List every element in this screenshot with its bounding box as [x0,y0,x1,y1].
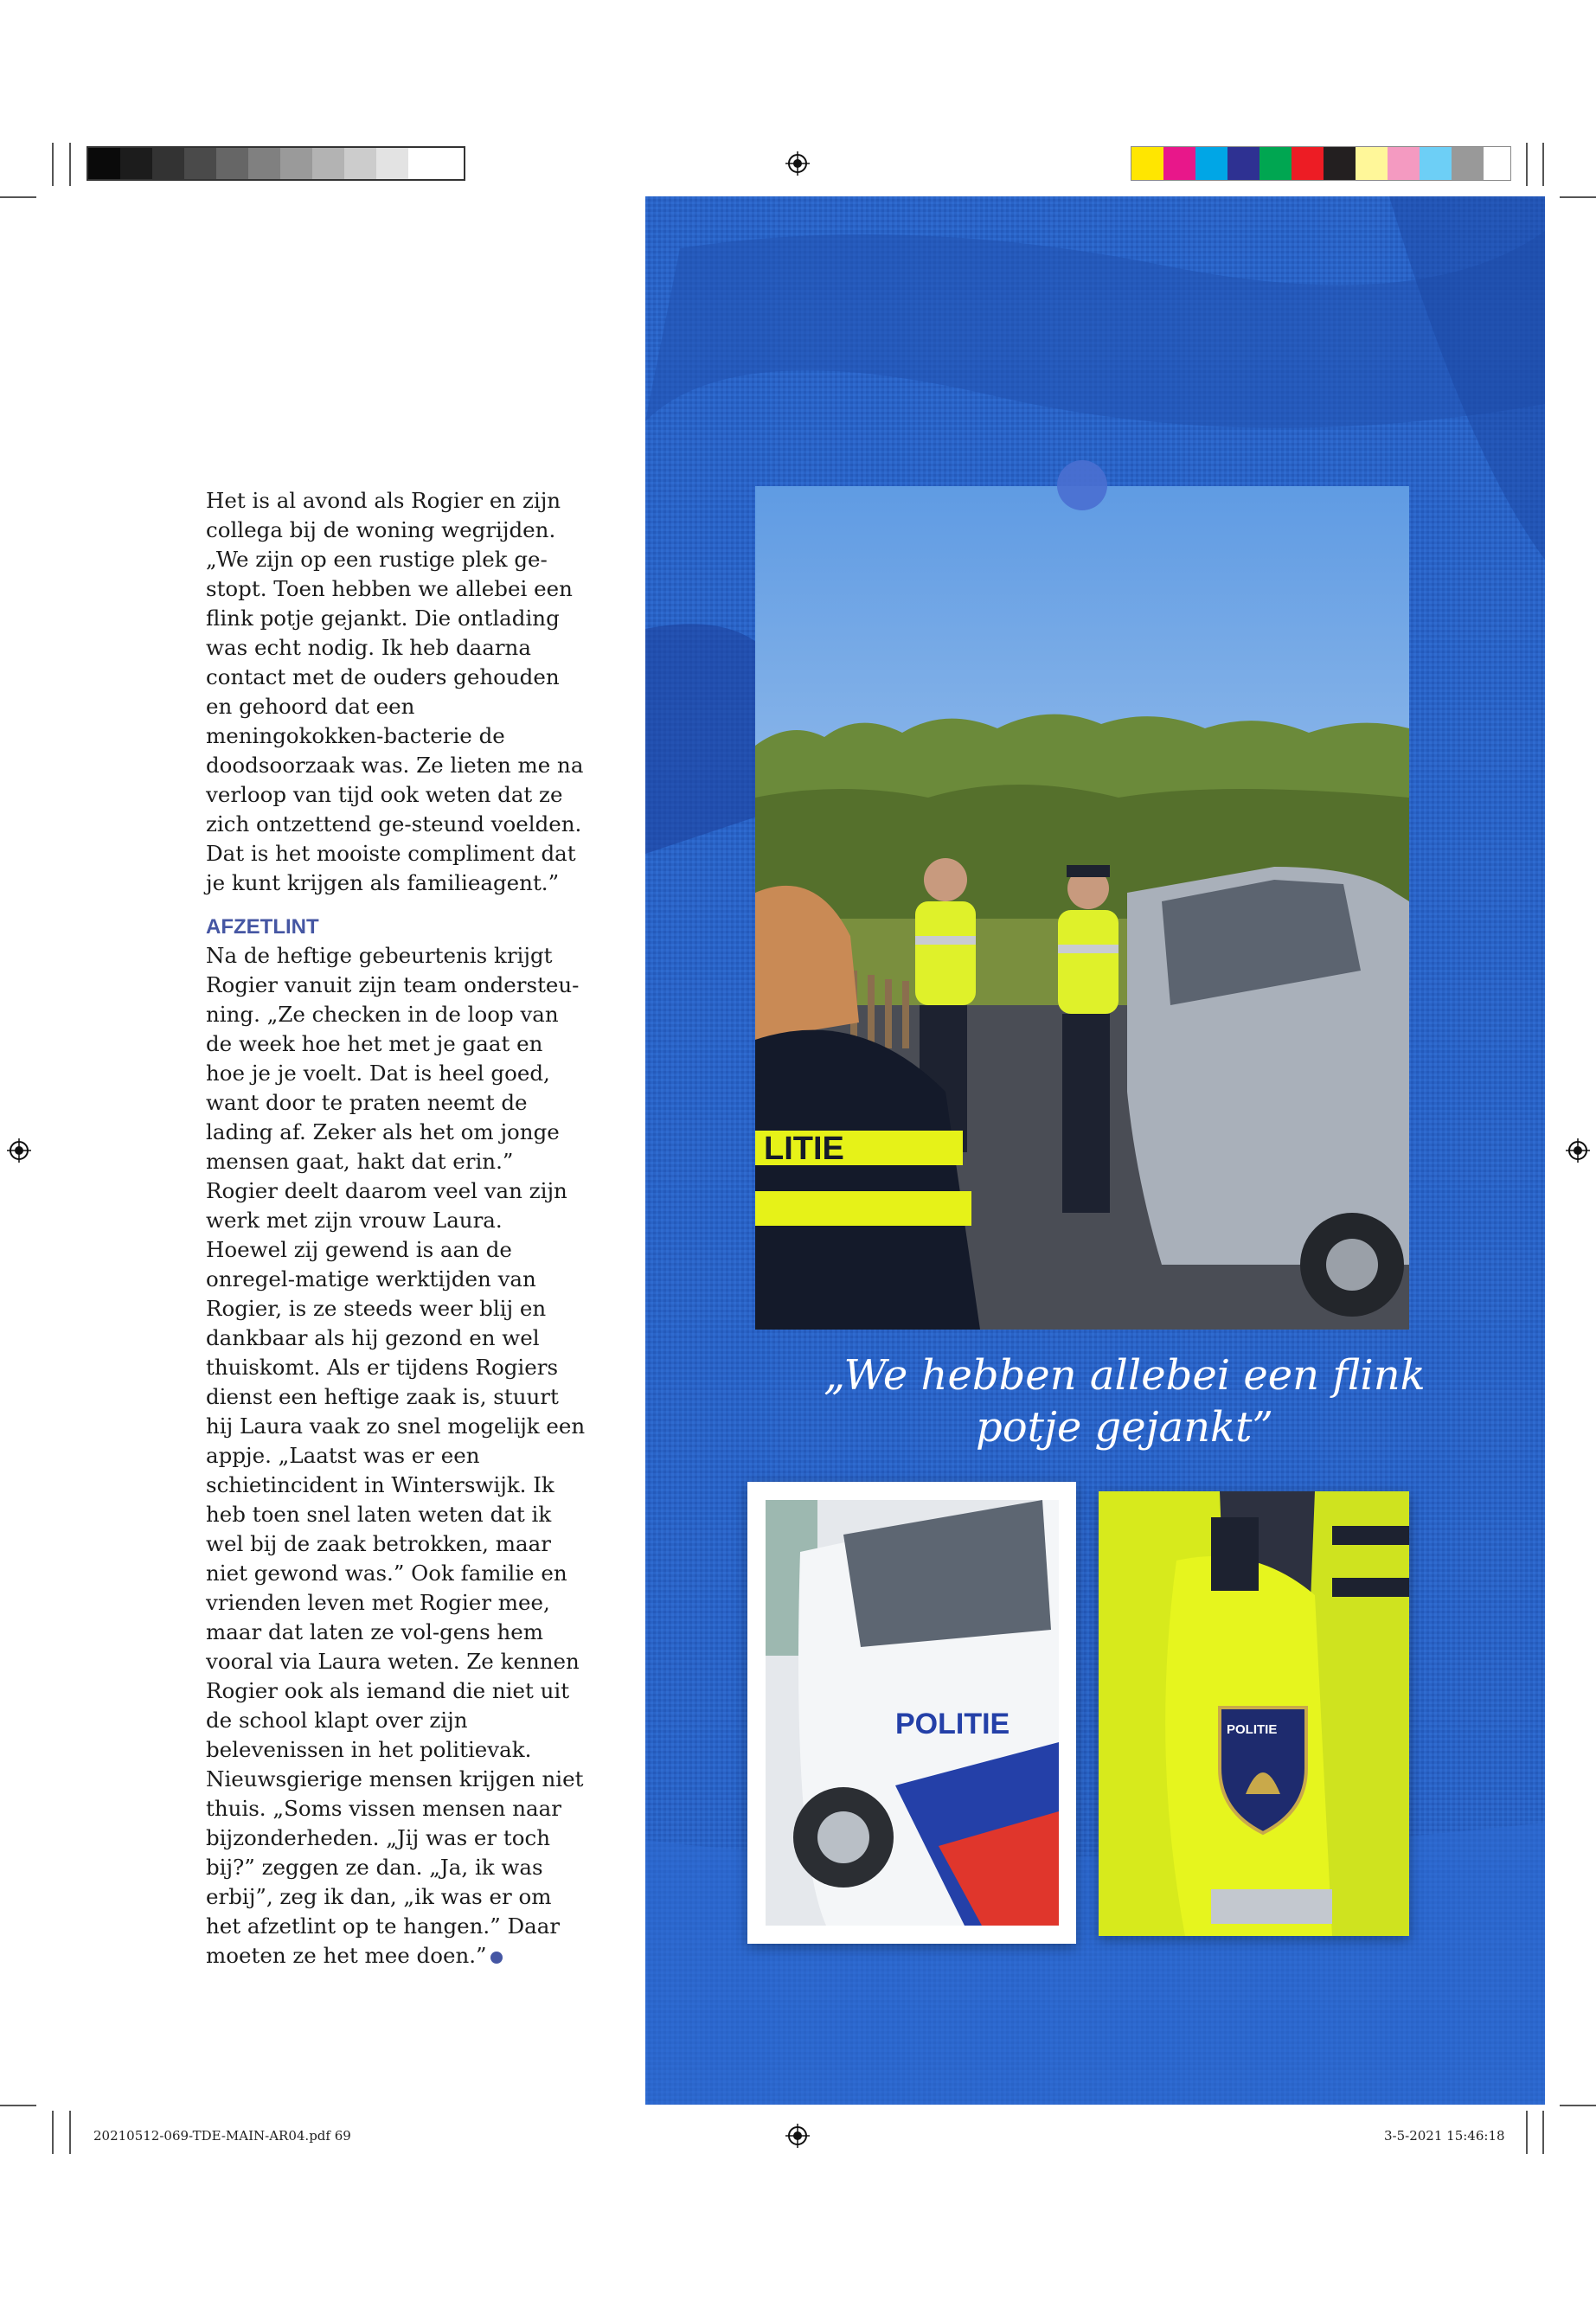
end-mark-icon [490,1952,503,1964]
crop-mark [0,196,36,198]
pull-quote-line: potje gejankt” [976,1403,1273,1452]
article-paragraph [206,1176,586,1971]
officers-at-car-photo [755,486,1409,1330]
file-slug: 20210512-069-TDE-MAIN-AR04.pdf 69 [93,2128,351,2144]
article-body [206,486,586,1971]
pull-quote [779,1349,1471,1453]
crop-mark [69,143,71,186]
registration-mark-icon [785,2124,810,2148]
article-paragraph: Het is al avond als Rogier en zijn collega bij de woning wegrijden. „We zijn op een rustige plek ge-stopt. Toen hebben we allebei een flink potje gejankt. Die ontlading was echt nodig. Ik heb daarna contact met de ouders gehouden en gehoord dat een meningokokken-bacterie de doodsoorzaak was. Ze lieten me na verloop van tijd ook weten dat ze zich ontzettend ge-steund voelden. Dat is het mooiste compliment dat je kunt krijgen als familieagent.” [206,488,584,895]
crop-mark [1560,196,1596,198]
crop-mark [1526,2111,1528,2154]
process-color-bar [1131,146,1511,181]
registration-mark-icon [785,151,810,176]
crop-mark [69,2111,71,2154]
police-car-photo [766,1500,1059,1926]
crop-mark [52,143,54,186]
grayscale-color-bar [87,146,465,181]
car-text: POLITIE [895,1708,1010,1740]
uniform-patch-photo [1099,1491,1409,1936]
crop-mark [52,2111,54,2154]
patch-text: POLITIE [1227,1722,1278,1737]
print-datetime: 3-5-2021 15:46:18 [1384,2128,1505,2144]
pull-quote-line: „We hebben allebei een flink [824,1351,1426,1400]
section-subhead: AFZETLINT [206,915,319,939]
article-paragraph: Na de heftige gebeurtenis krijgt Rogier vanuit zijn team ondersteu-ning. „Ze checken in de loop van de week hoe het met je gaat en hoe je je voelt. Dat is heel goed, want door te praten neemt de lading af. Zeker als het om jonge mensen gaat, hakt dat erin.” [206,943,580,1174]
crop-mark [1542,143,1544,186]
crop-mark [1526,143,1528,186]
pin-icon [1057,460,1107,510]
crop-mark [0,2105,36,2106]
vest-text: LITIE [764,1131,844,1167]
crop-mark [1560,2105,1596,2106]
registration-mark-icon [1566,1138,1590,1163]
registration-mark-icon [7,1138,31,1163]
crop-mark [1542,2111,1544,2154]
article-paragraph-text: Rogier deelt daarom veel van zijn werk met zijn vrouw Laura. Hoewel zij gewend is aan de onregel-matige werktijden van Rogier, is ze steeds weer blij en dankbaar als hij gezond en wel thuiskomt. Als er tijdens Rogiers dienst een heftige zaak is, stuurt hij Laura vaak zo snel mogelijk een appje. „Laatst was er een schietincident in Winterswijk. Ik heb toen snel laten weten dat ik wel bij de zaak betrokken, maar niet gewond was.” Ook familie en vrienden leven met Rogier mee, maar dat laten ze vol-gens hem vooral via Laura weten. Ze kennen Rogier ook als iemand die niet uit de school klapt over zijn belevenissen in het politievak. Nieuwsgierige mensen krijgen niet thuis. „Soms vissen mensen naar bijzonderheden. „Jij was er toch bij?” zeggen ze dan. „Ja, ik was erbij”, zeg ik dan, „ik was er om het afzetlint op te hangen.” Daar moeten ze het mee doen.” [206,1178,586,1968]
